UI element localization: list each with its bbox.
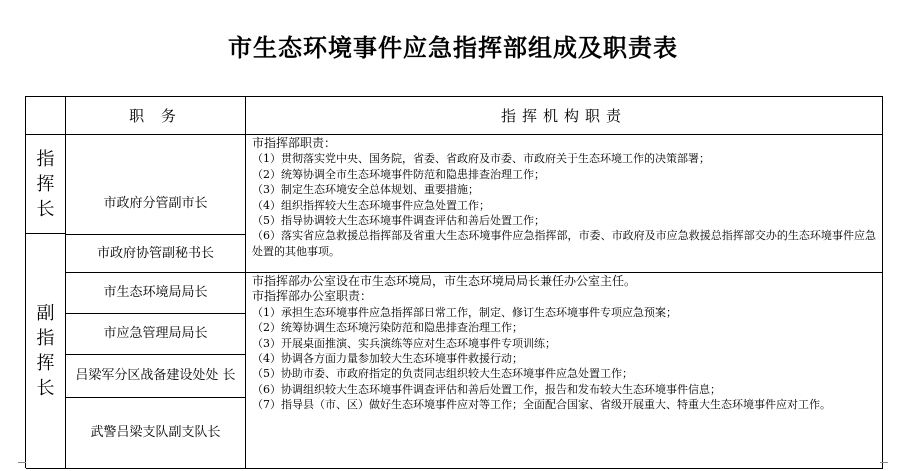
header-position <box>66 97 246 135</box>
page-corner-mark-left <box>18 462 26 471</box>
hq-duty-item: （3）制定生态环境安全总体规划、重要措施； <box>252 183 479 197</box>
group-commander <box>26 135 66 234</box>
post-row-6 <box>66 398 246 469</box>
post-name: 武警吕梁支队副支队长 <box>90 425 221 440</box>
office-duty-item: （3）开展桌面推演、实兵演练等应对生态环境事件专项训练； <box>252 336 556 350</box>
post-name: 市应急管理局局长 <box>103 326 208 341</box>
office-duty-item: （6）协调组织较大生态环境事件调查评估和善后处置工作，报告和发布较大生态环境事件信息； <box>252 382 721 396</box>
post-row-3 <box>66 273 246 314</box>
post-name: 吕梁军分区战备建设处处 长 <box>75 368 236 383</box>
hq-duty-item: （4）组织指挥较大生态环境事件应急处置工作； <box>252 198 490 212</box>
hq-duty-item: （5）指导协调较大生态环境事件调查评估和善后处置工作； <box>252 214 545 228</box>
office-duties <box>246 273 883 469</box>
responsibility-table <box>25 96 883 468</box>
page-corner-mark-right <box>880 462 888 471</box>
group-commander-label: 指挥长 <box>36 148 55 220</box>
post-row-2 <box>66 234 246 273</box>
post-row-5 <box>66 355 246 398</box>
office-duty-item: （2）统筹协调生态环境污染防范和隐患排查治理工作； <box>252 321 523 335</box>
hq-duty-item: （1）贯彻落实党中央、国务院，省委、省政府及市委、市政府关于生态环境工作的决策部署； <box>252 152 710 166</box>
office-duty-item: （7）指导县（市、区）做好生态环境事件应对等工作；全面配合国家、省级开展重大、特重大生态环境事件应对工作。 <box>252 398 831 412</box>
header-responsibility <box>246 97 883 135</box>
header-position-label: 职 务 <box>129 107 182 125</box>
header-blank-cell <box>26 97 66 135</box>
header-responsibility-label: 指挥机构职责 <box>500 107 627 125</box>
office-duty-item: （1）承担生态环境事件应急指挥部日常工作，制定、修订生态环境事件专项应急预案； <box>252 305 677 319</box>
group-deputy <box>26 234 66 469</box>
office-note: 市指挥部办公室设在市生态环境局，市生态环境局局长兼任办公室主任。 <box>252 274 637 288</box>
office-duties-heading: 市指挥部办公室职责： <box>252 289 373 304</box>
hq-duties-heading: 市指挥部职责： <box>252 136 337 150</box>
office-duty-item: （4）协调各方面力量参加较大生态环境事件救援行动； <box>252 352 523 366</box>
page-title: 市生态环境事件应急指挥部组成及职责表 <box>228 34 678 62</box>
hq-duty-item: （2）统筹协调全市生态环境事件防范和隐患排查治理工作； <box>252 167 545 181</box>
office-duty-item: （5）协助市委、市政府指定的负责同志组织较大生态环境事件应急处置工作； <box>252 367 633 381</box>
hq-duty-item: （6）落实省应急救援总指挥部及省重大生态环境事件应急指挥部，市委、市政府及市应急救援总指挥部交办的生态环境事件应急处置的其他事项。 <box>252 229 876 258</box>
post-row-4 <box>66 314 246 355</box>
group-deputy-label: 副指挥长 <box>36 303 55 399</box>
post-name: 市生态环境局局长 <box>103 285 208 300</box>
hq-duties <box>246 135 883 273</box>
post-name: 市政府协管副秘书长 <box>96 245 214 261</box>
post-name: 市政府分管副市长 <box>103 195 208 211</box>
